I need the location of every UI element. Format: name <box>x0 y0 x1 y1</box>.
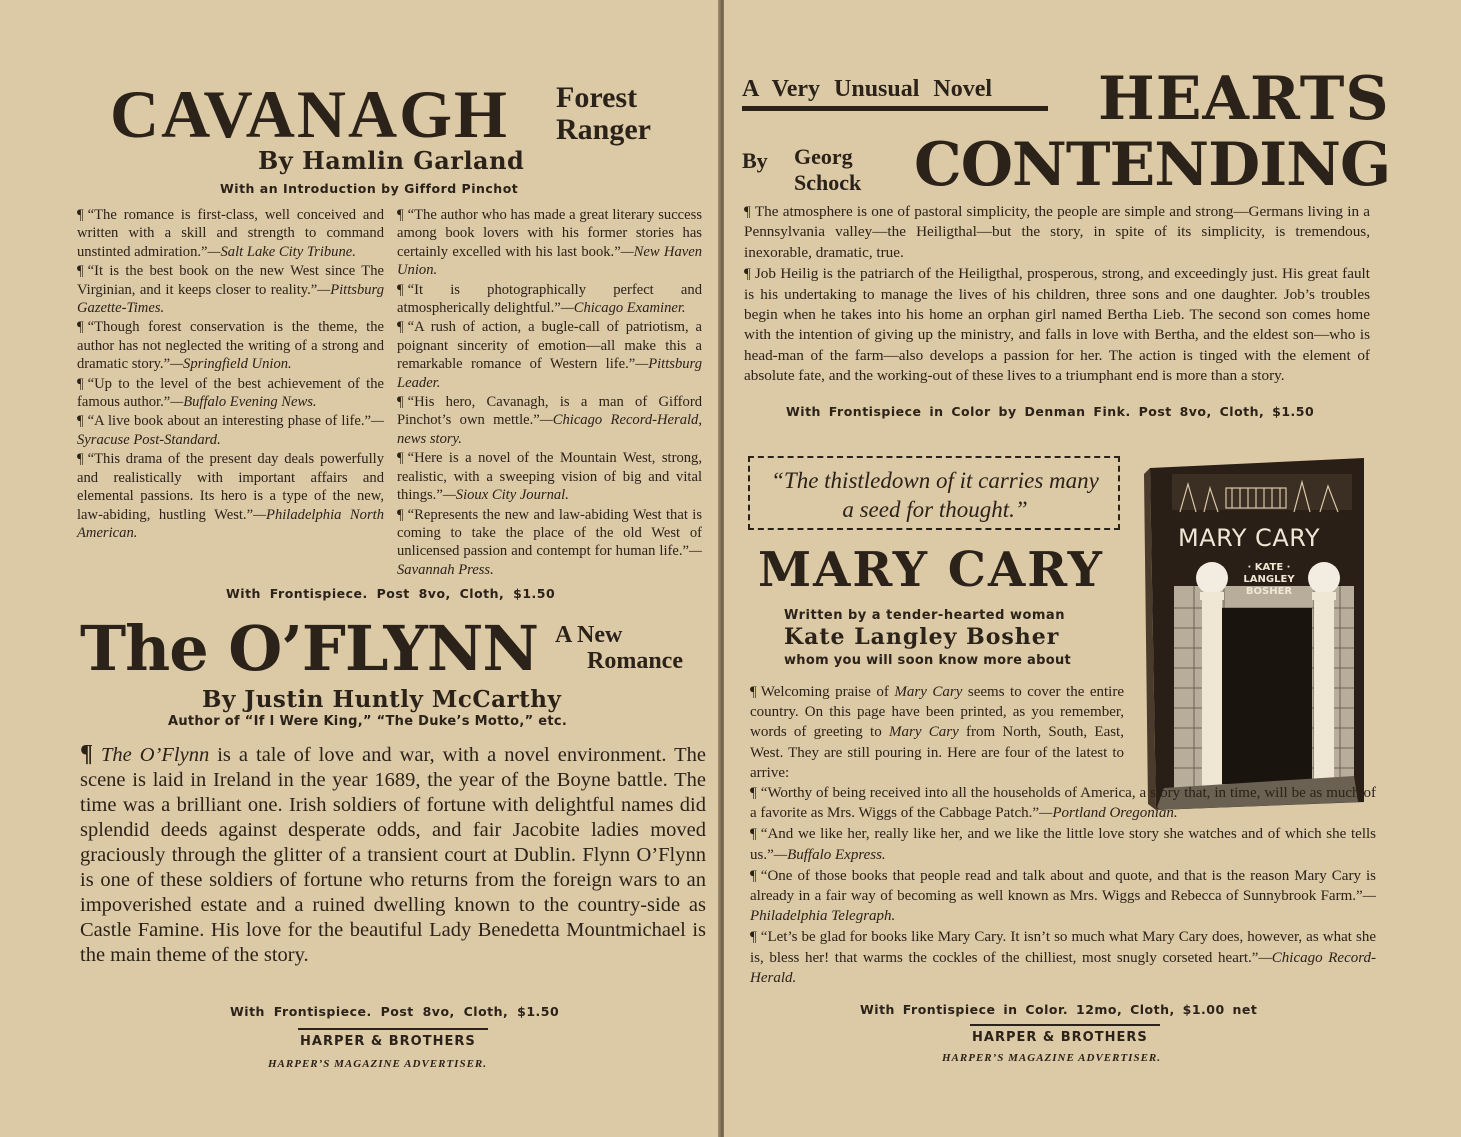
pilcrow-icon: ¶ <box>750 867 757 884</box>
book-cover-illustration <box>1144 458 1370 810</box>
hearts-author-last: Schock <box>794 170 862 195</box>
cavanagh-quote-source: —Sioux City Journal. <box>442 487 569 504</box>
pilcrow-icon: ¶ <box>77 207 84 223</box>
cavanagh-title: CAVANAGH <box>110 76 509 152</box>
cavanagh-quote-source: —New Haven Union. <box>397 243 702 279</box>
cover-title: MARY CARY <box>1178 524 1321 552</box>
cavanagh-quote-source: —Buffalo Evening News. <box>170 394 317 411</box>
cover-author-line3: BOSHER <box>1245 586 1293 597</box>
cavanagh-quote-source: —Springfield Union. <box>170 356 292 373</box>
cavanagh-quote-text: “Though forest conservation is the theme, the author has not neglected the writing of a strong and dramatic story.” <box>77 319 384 373</box>
marycary-quote <box>750 927 1376 988</box>
oflynn-author-note: Author of “If I Were King,” “The Duke’s Motto,” etc. <box>168 714 568 729</box>
cavanagh-quotes-left <box>77 206 384 543</box>
marycary-intro <box>750 682 1124 783</box>
oflynn-title: The O’FLYNN <box>80 612 539 685</box>
oflynn-footer: With Frontispiece. Post 8vo, Cloth, $1.50 <box>230 1004 560 1019</box>
cavanagh-quote-source: —Chicago Record-Herald, news story. <box>397 412 702 447</box>
marycary-quote-source: —Buffalo Express. <box>773 846 886 863</box>
cavanagh-quote <box>77 450 384 542</box>
cavanagh-subtitle-line1: Forest <box>556 81 638 114</box>
cavanagh-quote-source: —Syracuse Post-Standard. <box>77 413 384 448</box>
marycary-quote-text: “Let’s be glad for books like Mary Cary. It isn’t so much what Mary Cary does, however, as what she is, bless her! that warms the cockles of the chilliest, most snugly corseted heart.” <box>750 929 1376 966</box>
cavanagh-subtitle-line2: Ranger <box>556 113 651 146</box>
left-advertiser: HARPER’S MAGAZINE ADVERTISER. <box>268 1058 488 1070</box>
left-publisher: HARPER & BROTHERS <box>300 1034 476 1049</box>
cavanagh-quote-text: “Up to the level of the best achievement of the famous author.” <box>77 375 384 411</box>
pilcrow-icon: ¶ <box>750 785 757 801</box>
cavanagh-quotes-right <box>397 206 702 580</box>
marycary-book-cover <box>1144 458 1370 810</box>
marycary-quotes <box>750 783 1376 989</box>
marycary-quote: “The thistledown of it carries many a seed for thought.” <box>771 468 1099 522</box>
marycary-quote <box>750 824 1376 864</box>
cavanagh-quote-source: —Chicago Examiner. <box>560 300 686 317</box>
cavanagh-quote <box>397 206 702 280</box>
cavanagh-quote-source: —Savannah Press. <box>397 543 702 578</box>
hearts-author-first: Georg <box>794 144 853 169</box>
hearts-paragraph-2 <box>744 264 1370 386</box>
cavanagh-quote <box>397 449 702 504</box>
cavanagh-quote <box>77 206 384 261</box>
right-publisher: HARPER & BROTHERS <box>972 1030 1148 1045</box>
hearts-footer: With Frontispiece in Color by Denman Fink. Post 8vo, Cloth, $1.50 <box>786 404 1315 419</box>
right-publisher-rule <box>970 1024 1160 1026</box>
marycary-quote-source: —Portland Oregonian. <box>1039 805 1178 822</box>
pilcrow-icon: ¶ <box>744 265 751 283</box>
cavanagh-quote-text: “It is the best book on the new West since The Virginian, and it keeps closer to reality.” <box>77 263 384 298</box>
cavanagh-quote <box>397 506 702 580</box>
marycary-quote <box>750 866 1376 927</box>
hearts-para1-text: The atmosphere is one of pastoral simplicity, the people are simple and strong—Germans living in a Pennsylvania valley—the Heiligthal—but the story, in spite of its simplicity, is tremendous, inexorable, dramatic, true. <box>744 203 1370 261</box>
cover-author <box>1236 562 1302 598</box>
cavanagh-quote-source: —Salt Lake City Tribune. <box>207 243 356 260</box>
cavanagh-quote-text: “It is photographically perfect and atmospherically delightful.” <box>397 281 702 317</box>
hearts-description <box>744 202 1370 388</box>
tagline-rule <box>742 106 1048 111</box>
marycary-quote-box <box>748 456 1120 530</box>
hearts-para2-text: Job Heilig is the patriarch of the Heiligthal, prosperous, strong, and exceedingly just. His great fault is his undertaking to manage the lives of his children, three sons and one daughter. Job’s troubles begin when he takes into his home an orphan girl named Bertha Lieb. The second son comes home with the intention of giving up the ministry, and falls in love with Bertha, and the eldest son—who is head-man of the farm—also develops a passion for her. The action is tinged with the element of absolute fate, and the working-out of these lives to a triumphant end is more than a story. <box>744 265 1370 385</box>
pilcrow-icon: ¶ <box>397 319 404 336</box>
hearts-title-line2: CONTENDING <box>914 130 1391 200</box>
cavanagh-quote-text: “Here is a novel of the Mountain West, strong, realistic, with a sweeping vision of big and vital things.” <box>397 450 702 504</box>
cavanagh-quote-text: “The romance is first-class, well conceived and written with a skill and strength to command unstinted admiration.” <box>77 207 384 260</box>
cavanagh-byline: By Hamlin Garland <box>258 146 525 175</box>
marycary-intro-pre: Welcoming praise of <box>760 684 895 700</box>
pilcrow-icon: ¶ <box>80 741 93 767</box>
marycary-quote-text: “One of those books that people read and talk about and quote, and that is the reason Mary Cary is already in a fair way of becoming as well known as Mrs. Wiggs and Rebecca of Sunnybrook Farm.” <box>750 867 1376 905</box>
oflynn-byline: By Justin Huntly McCarthy <box>202 686 562 713</box>
pilcrow-icon: ¶ <box>744 203 751 220</box>
marycary-intro-book-title-2: Mary Cary <box>888 724 959 741</box>
marycary-quote-source: —Philadelphia Telegraph. <box>750 888 1376 925</box>
right-advertiser: HARPER’S MAGAZINE ADVERTISER. <box>942 1052 1162 1064</box>
cavanagh-quote-text: “The author who has made a great literary success among book lovers with his former stories has certainly excelled with his last book.” <box>397 207 702 260</box>
pilcrow-icon: ¶ <box>77 263 84 280</box>
cavanagh-quote <box>397 393 702 448</box>
cavanagh-quote-source: —Pittsburg Leader. <box>397 356 702 391</box>
marycary-quote-text: “Worthy of being received into all the households of America, a story that, in time, will be as much of a favorite as Mrs. Wiggs of the Cabbage Patch.” <box>750 785 1376 822</box>
hearts-author <box>794 144 861 196</box>
marycary-intro-mid: seems to cover the entire country. On this page have been printed, as you remember, words of greeting to <box>750 684 1124 741</box>
pilcrow-icon: ¶ <box>397 506 404 523</box>
pilcrow-icon: ¶ <box>77 319 84 336</box>
hearts-title-line1: HEARTS <box>1098 64 1390 134</box>
cavanagh-quote <box>397 281 702 318</box>
cover-author-line2: LANGLEY <box>1243 574 1295 585</box>
cover-author-line1: · KATE · <box>1247 562 1291 573</box>
marycary-written-by: Written by a tender-hearted woman <box>784 608 1065 623</box>
hearts-tagline: A Very Unusual Novel <box>742 76 993 102</box>
hearts-paragraph-1 <box>744 202 1370 263</box>
pilcrow-icon: ¶ <box>397 207 404 223</box>
left-publisher-rule <box>298 1028 488 1030</box>
oflynn-subtitle <box>555 622 683 674</box>
marycary-footer: With Frontispiece in Color. 12mo, Cloth, $1.00 net <box>860 1002 1258 1017</box>
pilcrow-icon: ¶ <box>77 413 84 430</box>
hearts-by: By <box>742 148 768 173</box>
pilcrow-icon: ¶ <box>750 826 757 843</box>
pilcrow-icon: ¶ <box>397 281 404 298</box>
cavanagh-quote <box>77 412 384 449</box>
cavanagh-quote-text: “This drama of the present day deals powerfully and realistically with important affairs and elemental passions. Its hero is a type of the new, law-abiding, hustling West.” <box>77 451 384 523</box>
cavanagh-quote <box>77 318 384 373</box>
cavanagh-quote-text: “A rush of action, a bugle-call of patriotism, a poignant sincerity of emotion—all make this a remarkable romance of Western life.” <box>397 319 702 373</box>
oflynn-subtitle-line1: A New <box>555 622 623 648</box>
cavanagh-quote-source: —Philadelphia North American. <box>77 506 384 541</box>
marycary-intro-book-title: Mary Cary <box>894 684 963 700</box>
marycary-whom: whom you will soon know more about <box>784 653 1072 668</box>
oflynn-subtitle-line2: Romance <box>587 648 683 674</box>
marycary-title: MARY CARY <box>758 542 1104 598</box>
cavanagh-footer: With Frontispiece. Post 8vo, Cloth, $1.50 <box>226 586 556 601</box>
oflynn-body-title: The O’Flynn <box>100 744 210 766</box>
cavanagh-quote-source: —Pittsburg Gazette-Times. <box>77 281 384 317</box>
oflynn-description <box>80 742 706 968</box>
cavanagh-quote-text: “His hero, Cavanagh, is a man of Gifford Pinchot’s own mettle.” <box>397 394 702 429</box>
cavanagh-quote-text: “A live book about an interesting phase of life.” <box>87 413 372 430</box>
pilcrow-icon: ¶ <box>397 394 404 411</box>
marycary-intro-post: from North, South, East, West. They are still pouring in. Here are four of the latest to arrive: <box>750 724 1124 781</box>
cavanagh-quote <box>77 262 384 317</box>
left-page <box>0 0 718 1137</box>
cavanagh-quote-text: “Represents the new and law-abiding West that is coming to take the place of the old West of unlicensed passion and contempt for human life.” <box>397 506 702 560</box>
pilcrow-icon: ¶ <box>397 450 404 467</box>
right-page <box>724 0 1461 1137</box>
pilcrow-icon: ¶ <box>77 451 84 468</box>
marycary-quote-source: —Chicago Record-Herald. <box>750 949 1377 986</box>
cavanagh-quote <box>397 318 702 392</box>
marycary-quote <box>750 783 1376 823</box>
marycary-quote-text: “And we like her, really like her, and we like the little love story she watches and of which she tells us.” <box>750 826 1376 863</box>
cavanagh-quote <box>77 375 384 412</box>
pilcrow-icon: ¶ <box>77 375 84 392</box>
marycary-author: Kate Langley Bosher <box>784 624 1060 650</box>
cavanagh-intro: With an Introduction by Gifford Pinchot <box>220 181 519 196</box>
pilcrow-icon: ¶ <box>750 929 757 946</box>
pilcrow-icon: ¶ <box>750 684 757 700</box>
cavanagh-subtitle <box>556 82 651 146</box>
oflynn-body-text: is a tale of love and war, with a novel environment. The scene is laid in Ireland in the year 1689, the year of the Boyne battle. The time was a brilliant one. Irish soldiers of fortune with delightful names did splendid deeds against desperate odds, and fair Jacobite ladies moved graciously through the glitter of a transient court at Dublin. Flynn O’Flynn is one of these soldiers of fortune who returns from the foreign wars to an impoverished estate and a ruined dwelling known to the country-side as Castle Famine. His love for the beautiful Lady Benedetta Mountmichael is the main theme of the story. <box>80 744 707 966</box>
